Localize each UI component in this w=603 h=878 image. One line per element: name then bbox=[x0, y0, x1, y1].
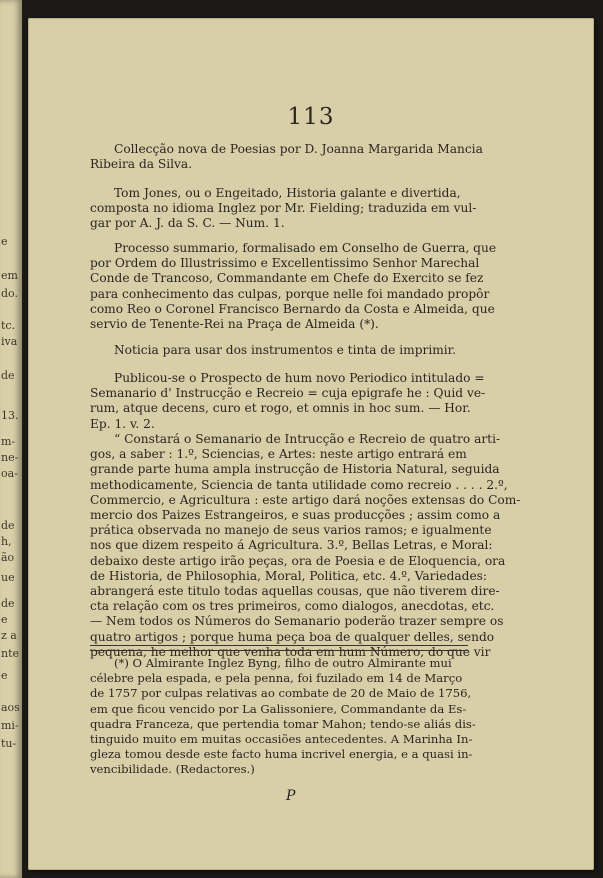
quote-line: grande parte huma ampla instrucção de Historia Natural, seguida bbox=[90, 462, 500, 477]
facing-page-fragment: iva bbox=[1, 335, 18, 348]
footnote-line: (*) O Almirante Inglez Byng, filho de outro Almirante mui bbox=[114, 656, 452, 670]
footnote-line: vencibilidade. (Redactores.) bbox=[90, 762, 255, 777]
entry-line: Processo summario, formalisado em Conselho de Guerra, que bbox=[114, 241, 497, 255]
quote-line: abrangerá este titulo todas aquellas cousas, que não tiverem dire- bbox=[90, 584, 500, 599]
quote-line: methodicamente, Sciencia de tanta utilidade como recreio . . . . 2.º, bbox=[90, 477, 508, 492]
prospectus-line: Publicou-se o Prospecto de hum novo Periodico intitulado = bbox=[114, 371, 485, 385]
entry-line: gar por A. J. da S. C. — Num. 1. bbox=[90, 216, 285, 231]
facing-page-fragment: de bbox=[1, 519, 15, 532]
quote-line: “ Constará o Semanario de Intrucção e Recreio de quatro arti- bbox=[114, 432, 501, 446]
footnote-rule bbox=[90, 645, 468, 646]
footnote-line: tinguido muito em muitas occasiões antecedentes. A Marinha In- bbox=[90, 732, 473, 747]
quote-line: de Historia, de Philosophia, Moral, Politica, etc. 4.º, Variedades: bbox=[90, 568, 488, 583]
entry-line: Conde de Trancoso, Commandante em Chefe do Exercito se fez bbox=[90, 271, 484, 286]
quote-line: — Nem todos os Números do Semanario poderão trazer sempre os bbox=[90, 614, 504, 629]
page-number: 113 bbox=[287, 104, 335, 130]
facing-page-fragment: tu- bbox=[1, 737, 17, 750]
entry-tom-jones bbox=[90, 186, 477, 232]
entry-line: por Ordem do Illustrissimo e Excellentissimo Senhor Marechal bbox=[90, 256, 480, 271]
entry-line: Ribeira da Silva. bbox=[90, 157, 193, 172]
facing-page-text-fragments bbox=[0, 0, 22, 878]
facing-page-fragment: e bbox=[1, 235, 8, 248]
prospectus-line: Semanario d' Instrucção e Recreio = cuja epigrafe he : Quid ve- bbox=[90, 386, 486, 401]
book-page bbox=[28, 18, 594, 870]
footnote-rule bbox=[90, 650, 468, 651]
facing-page-fragment: 13. bbox=[1, 409, 19, 422]
facing-page-fragment: em bbox=[1, 269, 18, 282]
entry-line: Collecção nova de Poesias por D. Joanna Margarida Mancia bbox=[114, 142, 483, 156]
facing-page-fragment: aos bbox=[1, 701, 20, 714]
quote-line: gos, a saber : 1.º, Sciencias, e Artes: neste artigo entrará em bbox=[90, 447, 467, 462]
facing-page-fragment: m- bbox=[1, 435, 16, 448]
entry-line: para conhecimento das culpas, porque nelle foi mandado propôr bbox=[90, 286, 490, 301]
quote-line: nos que dizem respeito á Agricultura. 3.º, Bellas Letras, e Moral: bbox=[90, 538, 493, 553]
footnote-line: em que ficou vencido por La Galissoniere, Commandante da Es- bbox=[90, 701, 467, 716]
entry-processo bbox=[90, 241, 497, 332]
entry-line: como Reo o Coronel Francisco Bernardo da Costa e Almeida, que bbox=[90, 301, 495, 316]
quote-line: quatro artigos ; porque huma peça boa de qualquer delles, sendo bbox=[90, 629, 495, 644]
quote-line: prática observada no manejo de seus varios ramos; e igualmente bbox=[90, 523, 492, 538]
facing-page-fragment: ue bbox=[1, 571, 15, 584]
entry-line: Tom Jones, ou o Engeitado, Historia galante e divertida, bbox=[114, 186, 461, 200]
facing-page-fragment: ne- bbox=[1, 451, 19, 464]
facing-page-fragment: de bbox=[1, 597, 15, 610]
quote-line: Commercio, e Agricultura : este artigo dará noções extensas do Com- bbox=[90, 492, 521, 507]
facing-page-fragment: tc. bbox=[1, 319, 16, 332]
entry-line: composta no idioma Inglez por Mr. Fielding; traduzida em vul- bbox=[90, 201, 477, 216]
entry-line: Noticia para usar dos instrumentos e tinta de imprimir. bbox=[114, 343, 457, 357]
quote-line: pequena, he melhor que venha toda em hum Número, do que vir bbox=[90, 644, 491, 659]
facing-page-fragment: de bbox=[1, 369, 15, 382]
quote-line: cta relação com os tres primeiros, como dialogos, anecdotas, etc. bbox=[90, 599, 495, 614]
entry-noticia bbox=[90, 343, 468, 358]
footnote-line: de 1757 por culpas relativas ao combate de 20 de Maio de 1756, bbox=[90, 686, 472, 701]
entry-line: servio de Tenente-Rei na Praça de Almeida (*). bbox=[90, 317, 379, 332]
facing-page-fragment: nte bbox=[1, 647, 20, 660]
facing-page-fragment: oa- bbox=[1, 467, 18, 480]
prospectus-line: rum, atque decens, curo et rogo, et omnis in hoc sum. — Hor. bbox=[90, 401, 471, 416]
facing-page-fragment: z a bbox=[1, 629, 17, 642]
facing-page-fragment: e bbox=[1, 613, 8, 626]
footnote bbox=[90, 656, 476, 778]
facing-page-fragment: do. bbox=[1, 287, 18, 300]
quote-paragraph bbox=[90, 432, 521, 660]
footnote-line: célebre pela espada, e pela penna, foi fuzilado em 14 de Março bbox=[90, 671, 463, 686]
facing-page-fragment: e bbox=[1, 669, 8, 682]
facing-page-fragment: mi- bbox=[1, 719, 19, 732]
entry-poesias bbox=[90, 142, 483, 172]
facing-page-fragment: ão bbox=[1, 551, 15, 564]
quote-line: mercio dos Paizes Estrangeiros, e suas producções ; assim como a bbox=[90, 508, 501, 523]
footnote-line: gleza tomou desde este facto huma incrivel energia, e a quasi in- bbox=[90, 747, 473, 762]
quote-line: debaixo deste artigo irão peças, ora de Poesia e de Eloquencia, ora bbox=[90, 553, 506, 568]
footnote-line: quadra Franceza, que pertendia tomar Mahon; tendo-se aliás dis- bbox=[90, 716, 476, 731]
facing-page-fragment: h, bbox=[1, 535, 12, 548]
signature-mark: P bbox=[286, 788, 296, 804]
prospectus-paragraph bbox=[90, 371, 486, 432]
prospectus-line: Ep. 1. v. 2. bbox=[90, 416, 155, 431]
